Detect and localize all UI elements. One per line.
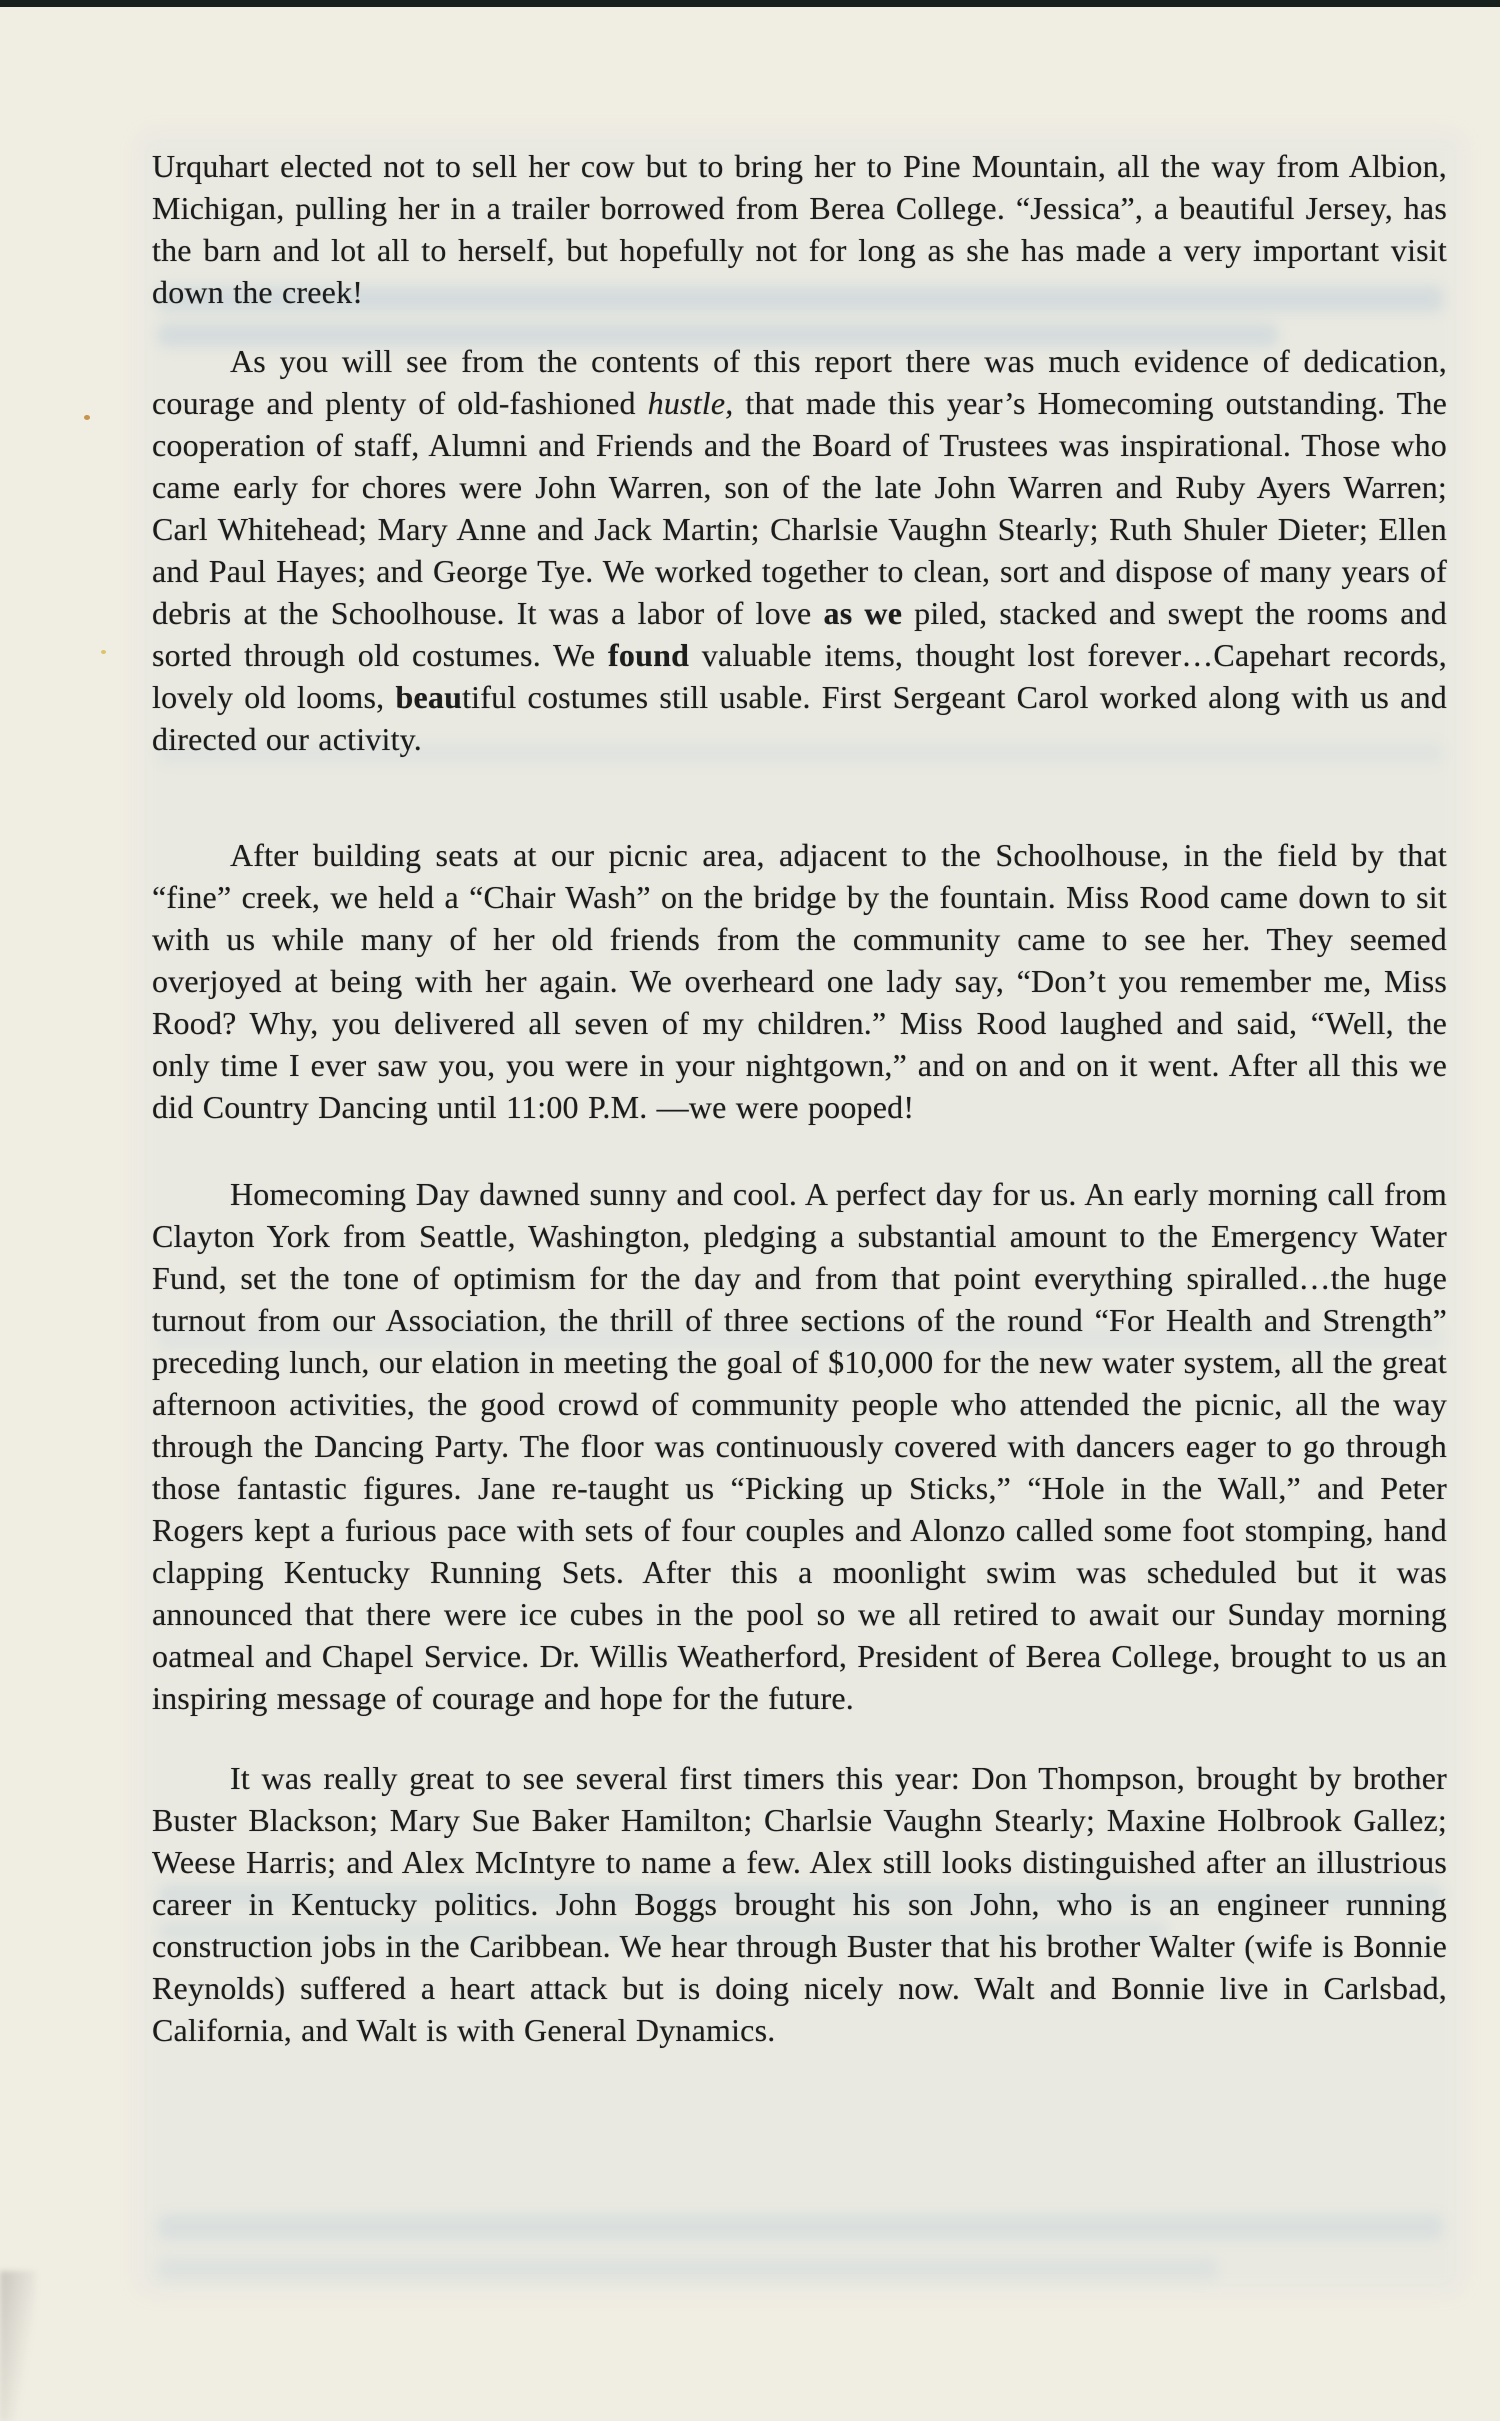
text-run: It was really great to see several first timers this year: Don Thompson, brought by brother Buster Blackson; Mary Sue Baker Hamilton; Charlsie Vaughn Stearly; Maxine Holbrook Gallez; Weese Harris; and Alex McIntyre to name a few. Alex still looks distinguished after an illustrious career in Kentucky politics. John Boggs brought his son John, who is an engineer running construction jobs in the Caribbean. We hear through Buster that his brother Walter (wife is Bonnie Reynolds) suffered a heart attack but is doing nicely now. Walt and Bonnie live in Carlsbad, California, and Walt is with General Dynamics. bbox=[152, 1760, 1447, 2048]
body-text bbox=[152, 145, 1447, 2051]
text-run: piled, stacked and swept the rooms and sorted through old costumes. We bbox=[152, 595, 1447, 673]
ink-speck bbox=[101, 650, 106, 654]
text-run: that made this year’s Homecoming outstanding. The cooperation of staff, Alumni and Friends and the Board of Trustees was inspirational. Those who came early for chores were John Warren, son of the late John Warren and Ruby Ayers Warren; Carl Whitehead; Mary Anne and Jack Martin; Charlsie Vaughn Stearly; Ruth Shuler Dieter; Ellen and Paul Hayes; and George Tye. We worked together to clean, sort and dispose of many years of debris at the Schoolhouse. It was a labor of love bbox=[152, 385, 1448, 631]
text-run: As you will see from the contents of this report there was much evidence of dedication, courage and plenty of old-fashioned bbox=[152, 343, 1447, 421]
text-run: valuable items, thought lost forever…Capehart records, lovely old looms, bbox=[152, 637, 1448, 715]
paragraph bbox=[152, 1173, 1447, 1719]
bold-run: beau bbox=[395, 679, 463, 715]
text-run: Urquhart elected not to sell her cow but to bring her to Pine Mountain, all the way from Albion, Michigan, pulling her in a trailer borrowed from Berea College. “Jessica”, a beautiful Jersey, has the barn and lot all to herself, but hopefully not for long as she has made a very important visit down the creek! bbox=[152, 148, 1447, 310]
bold-run: found bbox=[608, 637, 690, 673]
text-run: tiful costumes still usable. First Sergeant Carol worked along with us and directed our activity. bbox=[152, 679, 1447, 757]
paragraph bbox=[152, 1757, 1447, 2051]
paragraph bbox=[152, 340, 1447, 760]
text-run: After building seats at our picnic area, adjacent to the Schoolhouse, in the field by that “fine” creek, we held a “Chair Wash” on the bridge by the fountain. Miss Rood came down to sit with us while many of her old friends from the community came to see her. They seemed overjoyed at being with her again. We overheard one lady say, “Don’t you remember me, Miss Rood? Why, you delivered all seven of my children.” Miss Rood laughed and said, “Well, the only time I ever saw you, you were in your nightgown,” and on and on it went. After all this we did Country Dancing until 11:00 P.M. —we were pooped! bbox=[152, 837, 1447, 1125]
italic-run: hustle, bbox=[647, 385, 734, 421]
show-through-ghost-line bbox=[158, 2257, 1218, 2281]
paragraph bbox=[152, 145, 1447, 313]
paragraph bbox=[152, 834, 1447, 1128]
text-run: Homecoming Day dawned sunny and cool. A perfect day for us. An early morning call from Clayton York from Seattle, Washington, pledging a substantial amount to the Emergency Water Fund, set the tone of optimism for the day and from that point everything spiralled…the huge turnout from our Association, the thrill of three sections of the round “For Health and Strength” preceding lunch, our elation in meeting the goal of $10,000 for the new water system, all the great afternoon activities, the good crowd of community people who attended the picnic, all the way through the Dancing Party. The floor was continuously covered with dancers eager to go through those fantastic figures. Jane re-taught us “Picking up Sticks,” “Hole in the Wall,” and Peter Rogers kept a furious pace with sets of four couples and Alonzo called some foot stomping, hand clapping Kentucky Running Sets. After this a moonlight swim was scheduled but it was announced that there were ice cubes in the pool so we all retired to await our Sunday morning oatmeal and Chapel Service. Dr. Willis Weatherford, President of Berea College, brought to us an inspiring message of courage and hope for the future. bbox=[152, 1176, 1447, 1716]
page-curl-shadow bbox=[0, 2271, 36, 2421]
ink-speck bbox=[84, 415, 90, 420]
show-through-ghost-line bbox=[158, 2214, 1443, 2240]
scanner-edge-strip bbox=[0, 0, 1500, 7]
bold-run: as we bbox=[823, 595, 903, 631]
